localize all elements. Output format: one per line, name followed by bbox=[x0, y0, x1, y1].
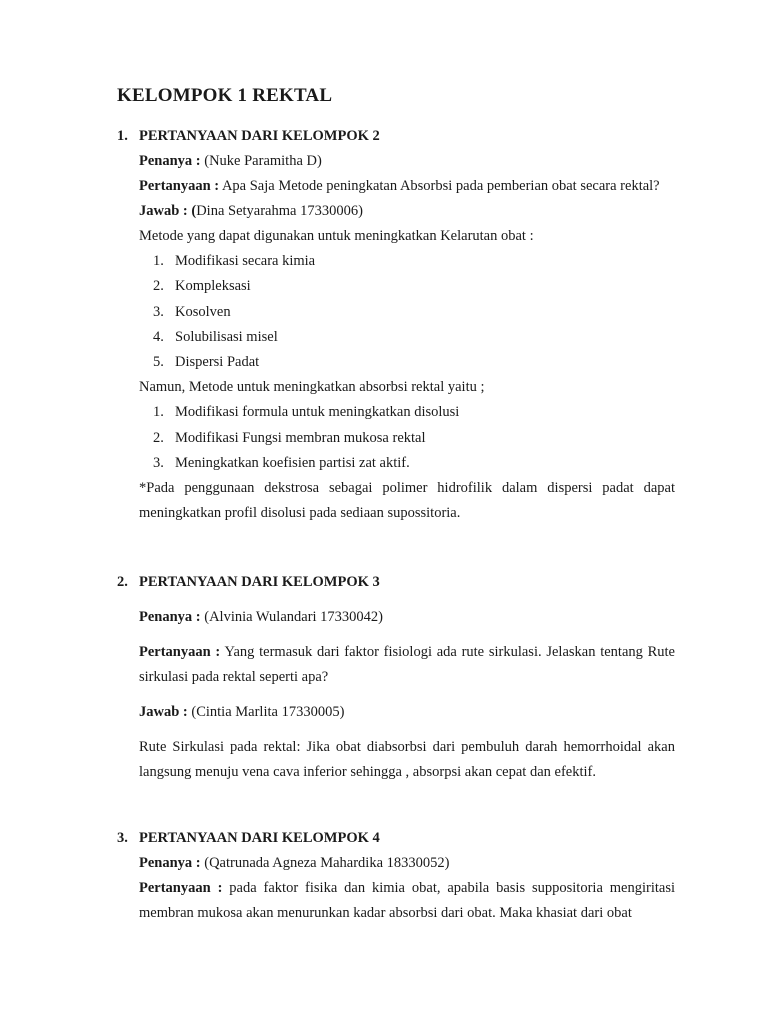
penanya-line bbox=[139, 149, 675, 174]
pertanyaan-text: Yang termasuk dari faktor fisiologi ada rute sirkulasi. Jelaskan tentang Rute sirkulasi pada rektal seperti apa? bbox=[139, 644, 675, 685]
jawab-value: (Cintia Marlita 17330005) bbox=[187, 704, 345, 720]
question-2-body bbox=[139, 605, 675, 785]
list-item: 3. Kosolven bbox=[153, 303, 231, 320]
pertanyaan-paragraph bbox=[139, 876, 675, 926]
pertanyaan-text: Apa Saja Metode peningkatan Absorbsi pada pemberian obat secara rektal? bbox=[219, 178, 660, 194]
method-list bbox=[139, 249, 675, 375]
answer-paragraph: Rute Sirkulasi pada rektal: Jika obat diabsorbsi dari pembuluh darah hemorrhoidal akan langsung menuju vena cava inferior sehingga , absorpsi akan cepat dan efektif. bbox=[139, 739, 675, 780]
question-3 bbox=[117, 826, 675, 926]
answer-intro: Metode yang dapat digunakan untuk meningkatkan Kelarutan obat : bbox=[139, 228, 534, 244]
question-title: PERTANYAAN DARI KELOMPOK 2 bbox=[139, 128, 380, 144]
jawab-value: Dina Setyarahma 17330006) bbox=[196, 203, 363, 219]
question-number: 1. bbox=[117, 128, 128, 144]
question-title: PERTANYAAN DARI KELOMPOK 3 bbox=[139, 574, 380, 590]
list-item: 1. Modifikasi secara kimia bbox=[153, 253, 316, 269]
question-title: PERTANYAAN DARI KELOMPOK 4 bbox=[139, 830, 380, 846]
jawab-label: Jawab : bbox=[139, 704, 188, 720]
pertanyaan-label: Pertanyaan : bbox=[139, 178, 220, 194]
penanya-line bbox=[139, 605, 675, 630]
pertanyaan-paragraph bbox=[139, 640, 675, 690]
pertanyaan-label: Pertanyaan : bbox=[139, 644, 221, 660]
question-2-heading bbox=[117, 570, 675, 595]
jawab-label: Jawab : ( bbox=[139, 203, 197, 219]
list-item: 5. Dispersi Padat bbox=[153, 354, 260, 371]
penanya-label: Penanya : bbox=[139, 609, 201, 625]
answer-intro-2: Namun, Metode untuk meningkatkan absorbsi rektal yaitu ; bbox=[139, 379, 485, 396]
absorption-method-list bbox=[139, 400, 675, 476]
jawab-line bbox=[139, 199, 675, 224]
question-3-heading bbox=[117, 826, 675, 851]
question-3-body bbox=[139, 851, 675, 926]
note-paragraph: *Pada penggunaan dekstrosa sebagai polimer hidrofilik dalam dispersi padat dapat meningkatkan profil disolusi pada sediaan supossitoria. bbox=[139, 480, 675, 522]
list-item: 4. Solubilisasi misel bbox=[153, 328, 278, 345]
question-1 bbox=[117, 124, 675, 526]
question-1-heading bbox=[117, 124, 675, 149]
penanya-value: (Qatrunada Agneza Mahardika 18330052) bbox=[200, 855, 450, 871]
document-title: KELOMPOK 1 REKTAL bbox=[117, 85, 333, 106]
question-number: 3. bbox=[117, 830, 128, 846]
penanya-label: Penanya : bbox=[139, 153, 201, 169]
list-item: 3. Meningkatkan koefisien partisi zat aktif. bbox=[153, 455, 410, 472]
penanya-value: (Nuke Paramitha D) bbox=[200, 153, 322, 169]
pertanyaan-label: Pertanyaan : bbox=[139, 880, 223, 896]
list-item: 2. Kompleksasi bbox=[153, 278, 251, 295]
jawab-line bbox=[139, 700, 675, 725]
penanya-label: Penanya : bbox=[139, 855, 201, 871]
question-number: 2. bbox=[117, 574, 128, 590]
penanya-value: (Alvinia Wulandari 17330042) bbox=[200, 609, 384, 625]
pertanyaan-text: pada faktor fisika dan kimia obat, apabila basis suppositoria mengiritasi membran mukosa akan menurunkan kadar absorbsi dari obat. Maka khasiat dari obat bbox=[139, 880, 675, 921]
question-2 bbox=[117, 570, 675, 785]
list-item: 2. Modifikasi Fungsi membran mukosa rektal bbox=[153, 429, 426, 446]
list-item: 1. Modifikasi formula untuk meningkatkan disolusi bbox=[153, 404, 460, 421]
penanya-line bbox=[139, 851, 675, 876]
question-1-body bbox=[139, 149, 675, 526]
pertanyaan-paragraph bbox=[139, 174, 675, 199]
